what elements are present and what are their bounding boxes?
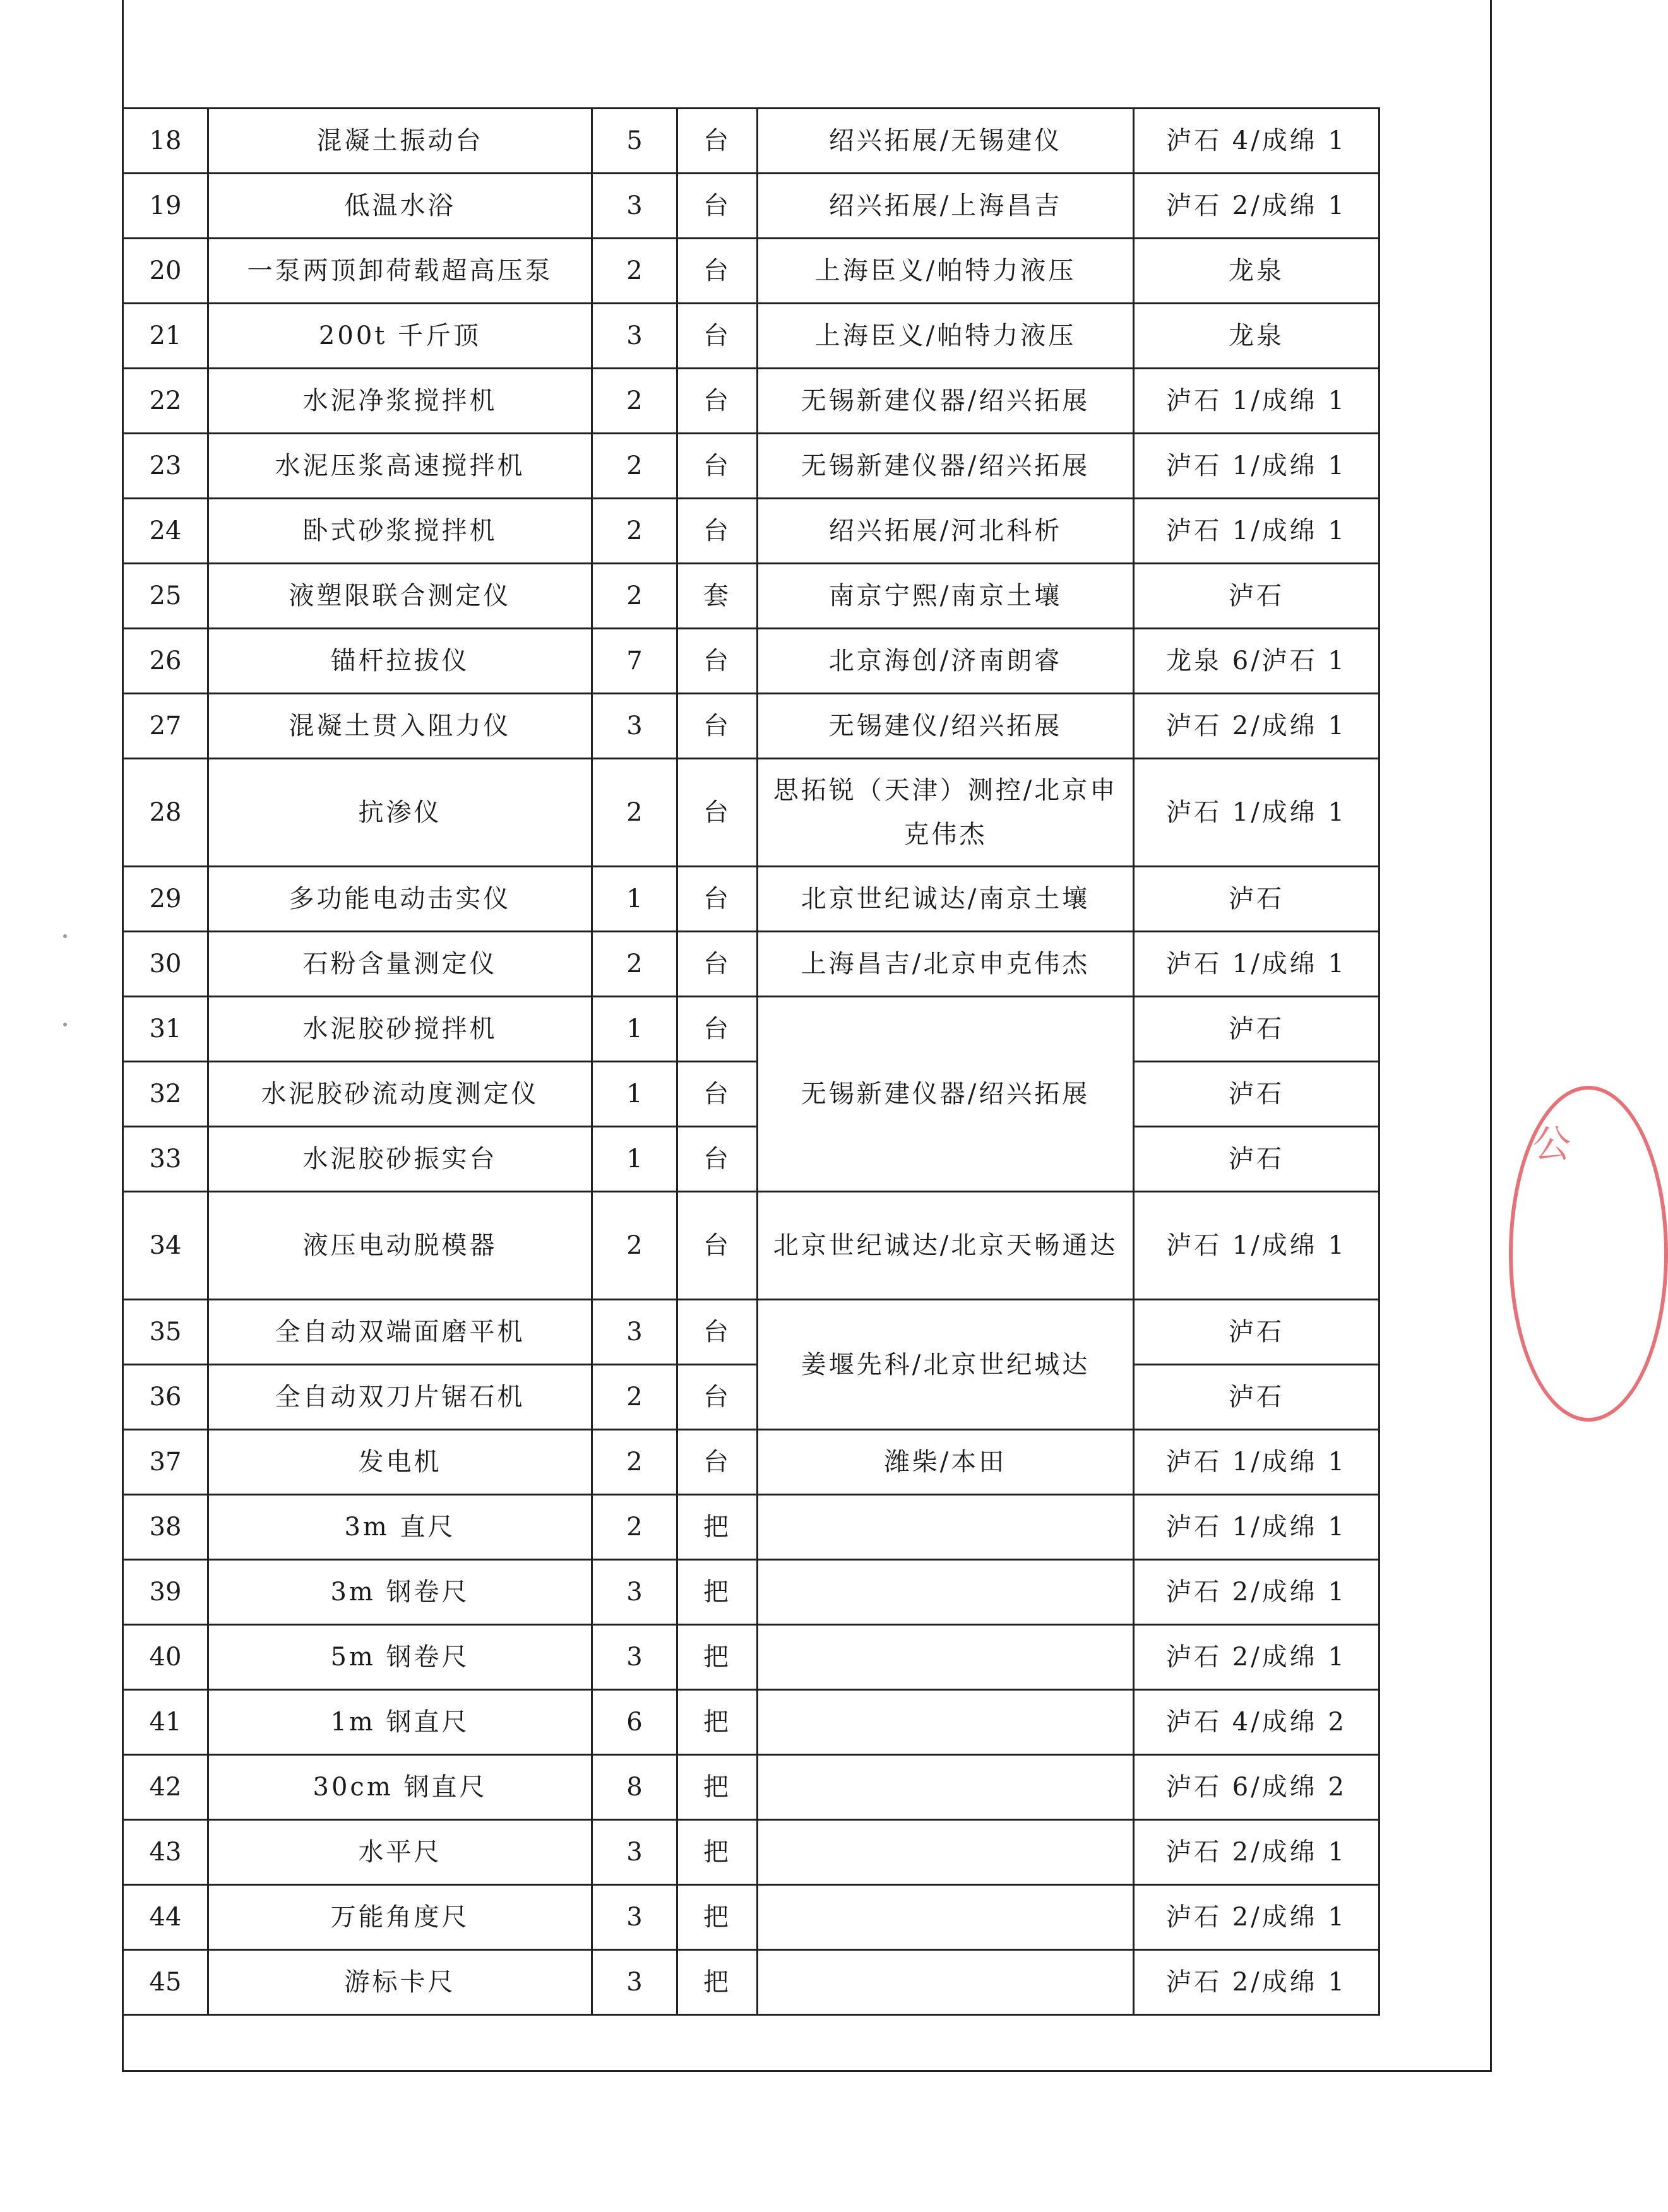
location: 泸石 4/成绵 2: [1134, 1690, 1379, 1755]
manufacturer: 无锡建仪/绍兴拓展: [758, 694, 1134, 759]
table-row: [123, 694, 1379, 759]
table-row: [123, 1127, 1379, 1192]
table-row: [123, 1950, 1379, 2015]
quantity: 2: [592, 564, 677, 629]
quantity: 2: [592, 759, 677, 867]
row-number: 33: [123, 1127, 208, 1192]
row-number: 18: [123, 109, 208, 174]
location: 泸石 1/成绵 1: [1134, 932, 1379, 997]
row-number: 34: [123, 1192, 208, 1300]
manufacturer: [758, 1690, 1134, 1755]
table-row: [123, 1755, 1379, 1820]
unit: 台: [677, 109, 758, 174]
equipment-name: 液塑限联合测定仪: [208, 564, 592, 629]
manufacturer: [758, 1755, 1134, 1820]
table-row: [123, 1300, 1379, 1365]
quantity: 1: [592, 867, 677, 932]
quantity: 1: [592, 1062, 677, 1127]
manufacturer: [758, 1625, 1134, 1690]
equipment-name: 多功能电动击实仪: [208, 867, 592, 932]
manufacturer: 上海昌吉/北京申克伟杰: [758, 932, 1134, 997]
row-number: 28: [123, 759, 208, 867]
table-row: [123, 304, 1379, 369]
equipment-name: 全自动双端面磨平机: [208, 1300, 592, 1365]
location: 泸石 1/成绵 1: [1134, 369, 1379, 434]
unit: 台: [677, 694, 758, 759]
row-number: 26: [123, 629, 208, 694]
location: 泸石 2/成绵 1: [1134, 1560, 1379, 1625]
equipment-name: 液压电动脱模器: [208, 1192, 592, 1300]
quantity: 2: [592, 932, 677, 997]
location: 泸石 2/成绵 1: [1134, 1950, 1379, 2015]
unit: 台: [677, 1300, 758, 1365]
equipment-name: 全自动双刀片锯石机: [208, 1365, 592, 1430]
manufacturer: 北京海创/济南朗睿: [758, 629, 1134, 694]
table-row: [123, 564, 1379, 629]
table-row: [123, 369, 1379, 434]
row-number: 29: [123, 867, 208, 932]
equipment-name: 水泥净浆搅拌机: [208, 369, 592, 434]
unit: 把: [677, 1560, 758, 1625]
location: 泸石 1/成绵 1: [1134, 434, 1379, 499]
table-row: [123, 629, 1379, 694]
table-row: [123, 499, 1379, 564]
quantity: 3: [592, 1885, 677, 1950]
scan-mark: [63, 934, 67, 938]
table-row: [123, 1430, 1379, 1495]
row-number: 30: [123, 932, 208, 997]
unit: 台: [677, 932, 758, 997]
unit: 把: [677, 1495, 758, 1560]
location: 泸石 6/成绵 2: [1134, 1755, 1379, 1820]
unit: 把: [677, 1950, 758, 2015]
unit: 台: [677, 1062, 758, 1127]
quantity: 2: [592, 369, 677, 434]
location: 泸石: [1134, 867, 1379, 932]
manufacturer: 无锡新建仪器/绍兴拓展: [758, 434, 1134, 499]
unit: 台: [677, 1430, 758, 1495]
scan-mark: [63, 1023, 67, 1026]
unit: 台: [677, 239, 758, 304]
equipment-name: 30cm 钢直尺: [208, 1755, 592, 1820]
quantity: 3: [592, 304, 677, 369]
manufacturer: 南京宁熙/南京土壤: [758, 564, 1134, 629]
manufacturer: 无锡新建仪器/绍兴拓展: [758, 369, 1134, 434]
equipment-name: 水平尺: [208, 1820, 592, 1885]
row-number: 37: [123, 1430, 208, 1495]
quantity: 3: [592, 174, 677, 239]
equipment-name: 锚杆拉拔仪: [208, 629, 592, 694]
quantity: 2: [592, 239, 677, 304]
quantity: 2: [592, 1192, 677, 1300]
quantity: 3: [592, 1560, 677, 1625]
equipment-name: 混凝土贯入阻力仪: [208, 694, 592, 759]
quantity: 1: [592, 1127, 677, 1192]
unit: 台: [677, 1192, 758, 1300]
equipment-name: 发电机: [208, 1430, 592, 1495]
quantity: 7: [592, 629, 677, 694]
equipment-name: 低温水浴: [208, 174, 592, 239]
manufacturer: 绍兴拓展/无锡建仪: [758, 109, 1134, 174]
row-number: 43: [123, 1820, 208, 1885]
table-row: [123, 1192, 1379, 1300]
unit: 台: [677, 304, 758, 369]
manufacturer: [758, 1950, 1134, 2015]
table-row: [123, 1495, 1379, 1560]
equipment-name: 卧式砂浆搅拌机: [208, 499, 592, 564]
table-row: [123, 434, 1379, 499]
unit: 台: [677, 867, 758, 932]
unit: 台: [677, 759, 758, 867]
location: 泸石 2/成绵 1: [1134, 1885, 1379, 1950]
equipment-name: 游标卡尺: [208, 1950, 592, 2015]
unit: 台: [677, 997, 758, 1062]
quantity: 3: [592, 1820, 677, 1885]
row-number: 36: [123, 1365, 208, 1430]
table-row: [123, 174, 1379, 239]
row-number: 40: [123, 1625, 208, 1690]
equipment-name: 水泥压浆高速搅拌机: [208, 434, 592, 499]
unit: 把: [677, 1755, 758, 1820]
location: 泸石 2/成绵 1: [1134, 1625, 1379, 1690]
unit: 台: [677, 499, 758, 564]
row-number: 23: [123, 434, 208, 499]
unit: 把: [677, 1625, 758, 1690]
table-row: [123, 1365, 1379, 1430]
quantity: 1: [592, 997, 677, 1062]
location: 泸石: [1134, 1127, 1379, 1192]
manufacturer: 绍兴拓展/上海昌吉: [758, 174, 1134, 239]
table-row: [123, 1690, 1379, 1755]
unit: 台: [677, 629, 758, 694]
location: 泸石 1/成绵 1: [1134, 1192, 1379, 1300]
equipment-name: 5m 钢卷尺: [208, 1625, 592, 1690]
unit: 台: [677, 369, 758, 434]
row-number: 44: [123, 1885, 208, 1950]
manufacturer: 绍兴拓展/河北科析: [758, 499, 1134, 564]
equipment-name: 水泥胶砂流动度测定仪: [208, 1062, 592, 1127]
quantity: 3: [592, 694, 677, 759]
row-number: 22: [123, 369, 208, 434]
table-row: [123, 1625, 1379, 1690]
manufacturer: [758, 1820, 1134, 1885]
location: 泸石 2/成绵 1: [1134, 694, 1379, 759]
equipment-name: 3m 直尺: [208, 1495, 592, 1560]
location: 泸石 4/成绵 1: [1134, 109, 1379, 174]
location: 龙泉: [1134, 304, 1379, 369]
table-row: [123, 1560, 1379, 1625]
row-number: 21: [123, 304, 208, 369]
quantity: 2: [592, 499, 677, 564]
row-number: 45: [123, 1950, 208, 2015]
location: 泸石 1/成绵 1: [1134, 1495, 1379, 1560]
manufacturer: 上海臣义/帕特力液压: [758, 239, 1134, 304]
manufacturer: 上海臣义/帕特力液压: [758, 304, 1134, 369]
location: 泸石: [1134, 564, 1379, 629]
quantity: 3: [592, 1625, 677, 1690]
table-row: [123, 932, 1379, 997]
table-row: [123, 239, 1379, 304]
table-row: [123, 759, 1379, 867]
equipment-name: 石粉含量测定仪: [208, 932, 592, 997]
quantity: 6: [592, 1690, 677, 1755]
manufacturer: [758, 1885, 1134, 1950]
location: 泸石 2/成绵 1: [1134, 1820, 1379, 1885]
manufacturer: [758, 1495, 1134, 1560]
unit: 台: [677, 434, 758, 499]
manufacturer: [758, 1560, 1134, 1625]
equipment-name: 水泥胶砂搅拌机: [208, 997, 592, 1062]
unit: 套: [677, 564, 758, 629]
row-number: 27: [123, 694, 208, 759]
unit: 把: [677, 1820, 758, 1885]
quantity: 5: [592, 109, 677, 174]
table-row: [123, 997, 1379, 1062]
table-row: [123, 1820, 1379, 1885]
location: 泸石 1/成绵 1: [1134, 1430, 1379, 1495]
location: 泸石: [1134, 1062, 1379, 1127]
equipment-name: 1m 钢直尺: [208, 1690, 592, 1755]
location: 泸石 1/成绵 1: [1134, 759, 1379, 867]
row-number: 20: [123, 239, 208, 304]
table-row: [123, 1062, 1379, 1127]
row-number: 35: [123, 1300, 208, 1365]
equipment-name: 3m 钢卷尺: [208, 1560, 592, 1625]
table-row: [123, 109, 1379, 174]
location: 龙泉 6/泸石 1: [1134, 629, 1379, 694]
location: 泸石: [1134, 1365, 1379, 1430]
row-number: 32: [123, 1062, 208, 1127]
equipment-name: 抗渗仪: [208, 759, 592, 867]
location: 泸石: [1134, 1300, 1379, 1365]
equipment-name: 水泥胶砂振实台: [208, 1127, 592, 1192]
row-number: 39: [123, 1560, 208, 1625]
row-number: 19: [123, 174, 208, 239]
manufacturer: 无锡新建仪器/绍兴拓展: [758, 997, 1134, 1192]
equipment-name: 一泵两顶卸荷载超高压泵: [208, 239, 592, 304]
location: 泸石 1/成绵 1: [1134, 499, 1379, 564]
row-number: 38: [123, 1495, 208, 1560]
row-number: 25: [123, 564, 208, 629]
manufacturer: 姜堰先科/北京世纪城达: [758, 1300, 1134, 1430]
quantity: 2: [592, 1365, 677, 1430]
quantity: 3: [592, 1300, 677, 1365]
unit: 把: [677, 1690, 758, 1755]
equipment-table: [122, 107, 1380, 2016]
row-number: 31: [123, 997, 208, 1062]
row-number: 42: [123, 1755, 208, 1820]
table-row: [123, 867, 1379, 932]
location: 泸石: [1134, 997, 1379, 1062]
quantity: 2: [592, 1495, 677, 1560]
quantity: 2: [592, 1430, 677, 1495]
table-row: [123, 1885, 1379, 1950]
location: 泸石 2/成绵 1: [1134, 174, 1379, 239]
official-seal-text: 公: [1527, 1124, 1571, 1187]
unit: 台: [677, 174, 758, 239]
unit: 把: [677, 1885, 758, 1950]
quantity: 3: [592, 1950, 677, 2015]
quantity: 2: [592, 434, 677, 499]
row-number: 41: [123, 1690, 208, 1755]
manufacturer: 思拓锐（天津）测控/北京申克伟杰: [758, 759, 1134, 867]
manufacturer: 潍柴/本田: [758, 1430, 1134, 1495]
unit: 台: [677, 1127, 758, 1192]
equipment-name: 万能角度尺: [208, 1885, 592, 1950]
unit: 台: [677, 1365, 758, 1430]
manufacturer: 北京世纪诚达/南京土壤: [758, 867, 1134, 932]
row-number: 24: [123, 499, 208, 564]
equipment-name: 混凝土振动台: [208, 109, 592, 174]
location: 龙泉: [1134, 239, 1379, 304]
quantity: 8: [592, 1755, 677, 1820]
equipment-name: 200t 千斤顶: [208, 304, 592, 369]
manufacturer: 北京世纪诚达/北京天畅通达: [758, 1192, 1134, 1300]
